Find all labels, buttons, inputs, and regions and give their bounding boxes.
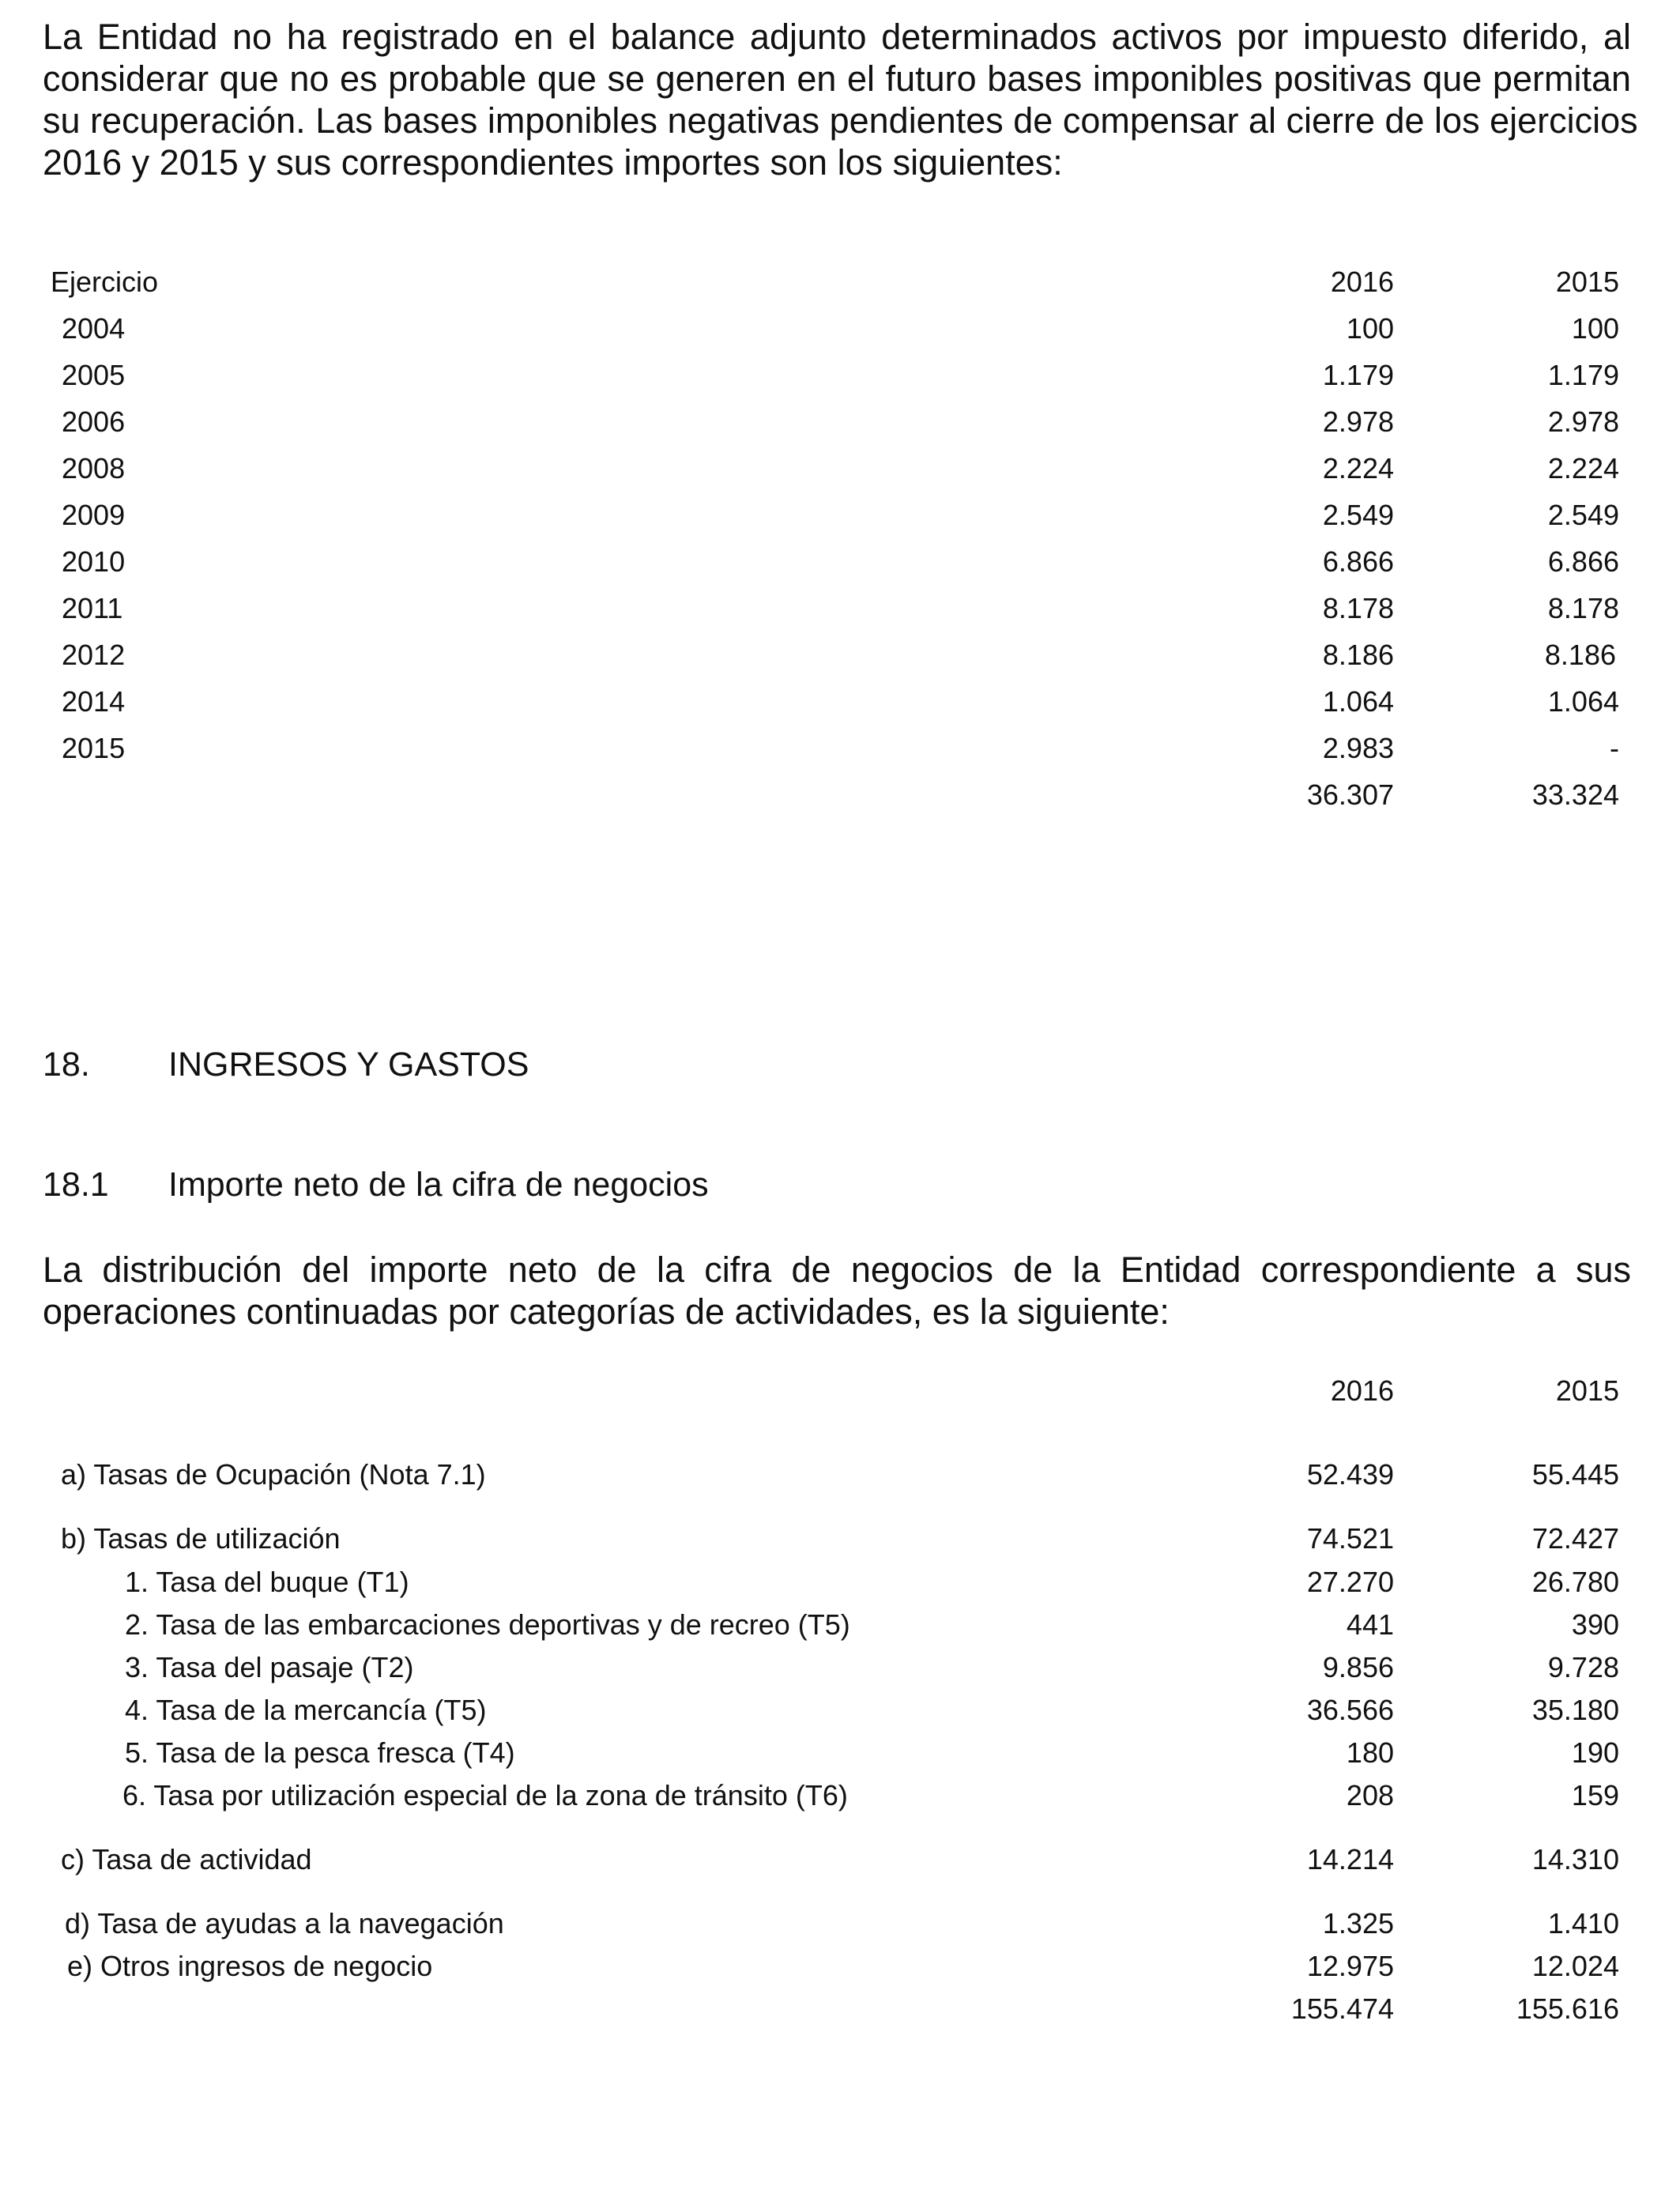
table-header-2016: 2016 xyxy=(1330,1374,1394,1407)
intro-line: La Entidad no ha registrado en el balance adjunto determinados activos por impuesto diferido, al xyxy=(43,17,1631,57)
table-cell-2016: 27.270 xyxy=(1306,1566,1394,1598)
table-row-label: 4. Tasa de la mercancía (T5) xyxy=(125,1694,487,1726)
table-cell-2015: 26.780 xyxy=(1531,1566,1619,1598)
table-cell-2016: 1.325 xyxy=(1322,1907,1394,1940)
table-cell-2016: 2.549 xyxy=(1322,499,1394,531)
table-row-year: 2010 xyxy=(62,545,126,578)
revenue-line: La distribución del importe neto de la cifra de negocios de la Entidad correspondiente a sus xyxy=(43,1250,1631,1290)
table-cell-2015: 100 xyxy=(1571,312,1619,345)
table-row-label: 3. Tasa del pasaje (T2) xyxy=(125,1651,414,1683)
table-cell-2016: 2.224 xyxy=(1322,452,1394,484)
table-cell-2016: 8.186 xyxy=(1322,639,1394,671)
table-row-label: b) Tasas de utilización xyxy=(61,1522,341,1555)
table-row-year: 2009 xyxy=(62,499,126,531)
table-cell-2015: 9.728 xyxy=(1547,1651,1619,1683)
revenue-line: operaciones continuadas por categorías de actividades, es la siguiente: xyxy=(43,1291,1170,1332)
table-cell-2015: 2.224 xyxy=(1547,452,1619,484)
table-cell-2016: 441 xyxy=(1346,1608,1394,1641)
table-cell-2016: 14.214 xyxy=(1306,1843,1394,1875)
table-total-2016: 36.307 xyxy=(1306,778,1394,811)
table-cell-2015: 2.978 xyxy=(1547,405,1619,438)
table-cell-2016: 1.064 xyxy=(1322,685,1394,718)
intro-paragraph xyxy=(43,16,1638,183)
table-cell-2016: 6.866 xyxy=(1322,545,1394,578)
table-header-2015: 2015 xyxy=(1555,1374,1619,1407)
table-row-label: 5. Tasa de la pesca fresca (T4) xyxy=(125,1736,515,1769)
section-title: INGRESOS Y GASTOS xyxy=(168,1046,529,1084)
table-header-ejercicio: Ejercicio xyxy=(51,266,159,298)
table-total-2016: 155.474 xyxy=(1290,1992,1394,2025)
table-row-label: e) Otros ingresos de negocio xyxy=(67,1950,433,1982)
section-number: 18. xyxy=(43,1046,90,1084)
table-cell-2015: 6.866 xyxy=(1547,545,1619,578)
table-cell-2015: 1.064 xyxy=(1547,685,1619,718)
table-cell-2016: 208 xyxy=(1346,1779,1394,1811)
table-row-year: 2012 xyxy=(62,639,126,671)
table-cell-2016: 180 xyxy=(1346,1736,1394,1769)
table-total-2015: 33.324 xyxy=(1531,778,1619,811)
subsection-number: 18.1 xyxy=(43,1166,109,1204)
revenue-paragraph xyxy=(43,1249,1631,1333)
table-cell-2016: 12.975 xyxy=(1306,1950,1394,1982)
subsection-title: Importe neto de la cifra de negocios xyxy=(168,1166,709,1204)
table-row-year: 2006 xyxy=(62,405,126,438)
table-cell-2015: 1.179 xyxy=(1547,359,1619,391)
table-row-label: 6. Tasa por utilización especial de la zona de tránsito (T6) xyxy=(122,1779,848,1811)
table-cell-2016: 74.521 xyxy=(1306,1522,1394,1555)
intro-line: considerar que no es probable que se generen en el futuro bases imponibles positivas que permitan xyxy=(43,58,1631,99)
table-cell-2015: 1.410 xyxy=(1547,1907,1619,1940)
table-cell-2016: 8.178 xyxy=(1322,592,1394,624)
table-cell-2016: 52.439 xyxy=(1306,1458,1394,1491)
table-row-year: 2015 xyxy=(62,732,126,764)
table-row-label: 1. Tasa del buque (T1) xyxy=(125,1566,409,1598)
table-row-year: 2004 xyxy=(62,312,126,345)
table-row-label: c) Tasa de actividad xyxy=(61,1843,312,1875)
table-row-label: 2. Tasa de las embarcaciones deportivas y de recreo (T5) xyxy=(125,1608,850,1641)
table-cell-2015: 12.024 xyxy=(1531,1950,1619,1982)
table-row-year: 2005 xyxy=(62,359,126,391)
table-header-2015: 2015 xyxy=(1555,266,1619,298)
table-row-label: d) Tasa de ayudas a la navegación xyxy=(65,1907,504,1940)
intro-line: 2016 y 2015 y sus correspondientes importes son los siguientes: xyxy=(43,142,1063,183)
table-cell-2016: 100 xyxy=(1346,312,1394,345)
table-cell-2016: 1.179 xyxy=(1322,359,1394,391)
table-cell-2016: 9.856 xyxy=(1322,1651,1394,1683)
table-cell-2015: 8.178 xyxy=(1547,592,1619,624)
table-cell-2015: 35.180 xyxy=(1531,1694,1619,1726)
table-cell-2016: 36.566 xyxy=(1306,1694,1394,1726)
table-cell-2015: 2.549 xyxy=(1547,499,1619,531)
table-row-year: 2011 xyxy=(62,592,123,624)
table-cell-2015: 14.310 xyxy=(1531,1843,1619,1875)
table-row-year: 2014 xyxy=(62,685,126,718)
table-row-year: 2008 xyxy=(62,452,126,484)
table-cell-2015: 390 xyxy=(1571,1608,1619,1641)
table-cell-2015: 55.445 xyxy=(1531,1458,1619,1491)
table-total-2015: 155.616 xyxy=(1516,1992,1619,2025)
table-header-2016: 2016 xyxy=(1330,266,1394,298)
table-cell-2015: - xyxy=(1610,732,1619,764)
intro-line: su recuperación. Las bases imponibles negativas pendientes de compensar al cierre de los ejercicios xyxy=(43,100,1638,141)
table-cell-2016: 2.983 xyxy=(1322,732,1394,764)
table-cell-2015: 8.186 xyxy=(1544,639,1616,671)
table-cell-2016: 2.978 xyxy=(1322,405,1394,438)
table-cell-2015: 190 xyxy=(1571,1736,1619,1769)
table-cell-2015: 72.427 xyxy=(1531,1522,1619,1555)
table-cell-2015: 159 xyxy=(1571,1779,1619,1811)
table-row-label: a) Tasas de Ocupación (Nota 7.1) xyxy=(61,1458,486,1491)
